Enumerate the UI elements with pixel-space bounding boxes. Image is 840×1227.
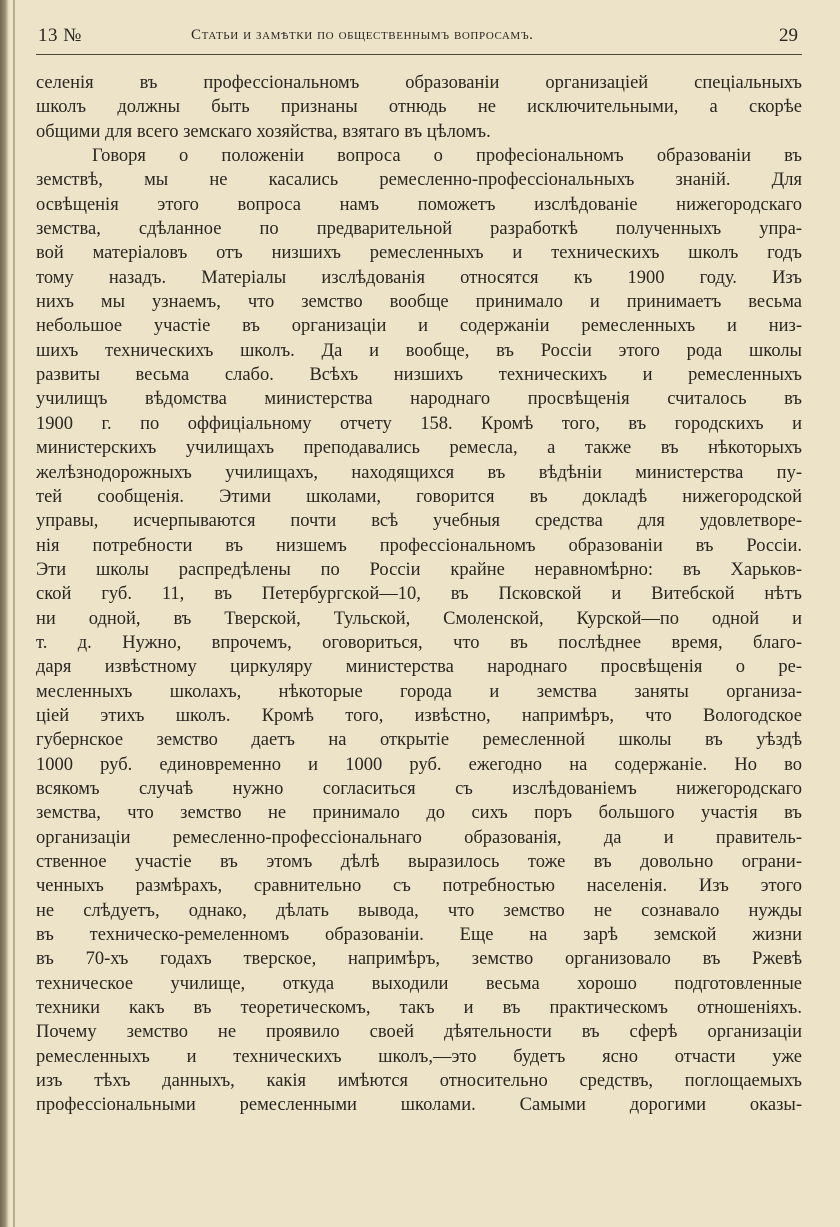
- text-line: нихъ мы узнаемъ, что земство вообще принимало и принимаетъ весьма: [36, 292, 802, 313]
- text-line: 1000 руб. единовременно и 1000 руб. ежегодно на содержаніе. Но во: [36, 754, 802, 775]
- document-page: [36, 20, 802, 1210]
- text-line: развиты весьма слабо. Всѣхъ низшихъ техническихъ и ремесленныхъ: [36, 365, 802, 386]
- header-rule: [36, 54, 802, 55]
- text-line: техники какъ въ теоретическомъ, такъ и въ практическомъ отношеніяхъ.: [36, 998, 802, 1019]
- text-line: небольшое участіе въ организаціи и содержаніи ремесленныхъ и низ-: [36, 316, 802, 337]
- page-number: 29: [779, 25, 798, 46]
- running-title: Статьи и замѣтки по общественнымъ вопросамъ.: [191, 27, 534, 43]
- body-text: [36, 71, 802, 1118]
- text-line: профессіональными ремесленными школами. Самыми дорогими оказы-: [36, 1095, 802, 1116]
- book-spine-shadow: [0, 0, 9, 1227]
- text-line: губернское земство даетъ на открытіе ремесленной школы въ уѣздѣ: [36, 730, 802, 751]
- text-line: Говоря о положеніи вопроса о професіональномъ образованіи въ: [92, 146, 802, 167]
- text-line: вой матеріаловъ отъ низшихъ ремесленныхъ и техническихъ школъ годъ: [36, 243, 802, 264]
- text-line: Эти школы распредѣлены по Россіи крайне неравномѣрно: въ Харьков-: [36, 559, 802, 580]
- text-line: ни одной, въ Тверской, Тульской, Смоленской, Курской—по одной и: [36, 608, 802, 629]
- text-line: т. д. Нужно, впрочемъ, оговориться, что въ послѣднее время, благо-: [36, 632, 802, 653]
- text-line: шихъ техническихъ школъ. Да и вообще, въ Россіи этого рода школы: [36, 340, 802, 361]
- text-line: общими для всего земскаго хозяйства, взятаго въ цѣломъ.: [36, 121, 491, 142]
- text-line: всякомъ случаѣ нужно согласиться съ изслѣдованіемъ нижегородскаго: [36, 778, 802, 799]
- text-line: земства, что земство не принимало до сихъ поръ большого участія въ: [36, 803, 802, 824]
- text-line: ремесленныхъ и техническихъ школъ,—это будетъ ясно отчасти уже: [36, 1046, 802, 1067]
- text-line: ственное участіе въ этомъ дѣлѣ выразилось тоже въ довольно ограни-: [36, 852, 802, 872]
- text-line: школъ должны быть признаны отнюдь не исключительными, а скорѣе: [36, 97, 802, 118]
- text-line: тому назадъ. Матеріалы изслѣдованія относятся къ 1900 году. Изъ: [36, 267, 802, 288]
- text-line: желѣзнодорожныхъ училищахъ, находящихся въ вѣдѣніи министерства пу-: [36, 462, 802, 483]
- text-line: техническое училище, откуда выходили весьма хорошо подготовленные: [36, 973, 802, 994]
- text-line: въ техническо-ремеленномъ образованіи. Еще на зарѣ земской жизни: [36, 925, 802, 946]
- issue-number: 13 №: [38, 25, 82, 46]
- text-line: организаціи ремесленно-профессіональнаго образованія, да и правитель-: [36, 827, 802, 848]
- text-line: изъ тѣхъ данныхъ, какія имѣются относительно средствъ, поглощаемыхъ: [36, 1071, 802, 1092]
- text-line: ской губ. 11, въ Петербургской—10, въ Псковской и Витебской нѣтъ: [36, 584, 802, 605]
- text-line: земствѣ, мы не касались ремесленно-профессіональныхъ знаній. Для: [36, 170, 802, 191]
- text-line: даря извѣстному циркуляру министерства народнаго просвѣщенія о ре-: [36, 657, 802, 678]
- text-line: 1900 г. по оффиціальному отчету 158. Кромѣ того, въ городскихъ и: [36, 413, 802, 434]
- page-inner-edge: [13, 0, 15, 1227]
- text-line: управы, исчерпываются почти всѣ учебныя средства для удовлетворе-: [36, 511, 802, 532]
- text-line: въ 70-хъ годахъ тверское, напримѣръ, земство организовало въ Ржевѣ: [36, 949, 802, 970]
- text-line: освѣщенія этого вопроса намъ поможетъ изслѣдованіе нижегородскаго: [36, 194, 802, 215]
- text-line: Почему земство не проявило своей дѣятельности въ сферѣ организаціи: [36, 1022, 802, 1043]
- text-line: училищъ вѣдомства министерства народнаго просвѣщенія считалось въ: [36, 389, 802, 410]
- text-line: не слѣдуетъ, однако, дѣлать вывода, что земство не сознавало нужды: [36, 900, 802, 921]
- text-line: министерскихъ училищахъ преподавались ремесла, а также въ нѣкоторыхъ: [36, 438, 802, 459]
- text-line: ціей этихъ школъ. Кромѣ того, извѣстно, напримѣръ, что Вологодское: [36, 705, 802, 726]
- text-line: нія потребности въ низшемъ профессіональномъ образованіи въ Россіи.: [36, 535, 802, 556]
- text-line: месленныхъ школахъ, нѣкоторые города и земства заняты организа-: [36, 681, 802, 702]
- text-line: тей сообщенія. Этими школами, говорится въ докладѣ нижегородской: [36, 486, 802, 507]
- text-line: земства, сдѣланное по предварительной разработкѣ полученныхъ упра-: [36, 219, 802, 240]
- text-line: ченныхъ размѣрахъ, сравнительно съ потребностью населенія. Изъ этого: [36, 876, 802, 897]
- running-header: [36, 20, 802, 60]
- text-line: селенія въ профессіональномъ образованіи организаціей спеціальныхъ: [36, 73, 802, 93]
